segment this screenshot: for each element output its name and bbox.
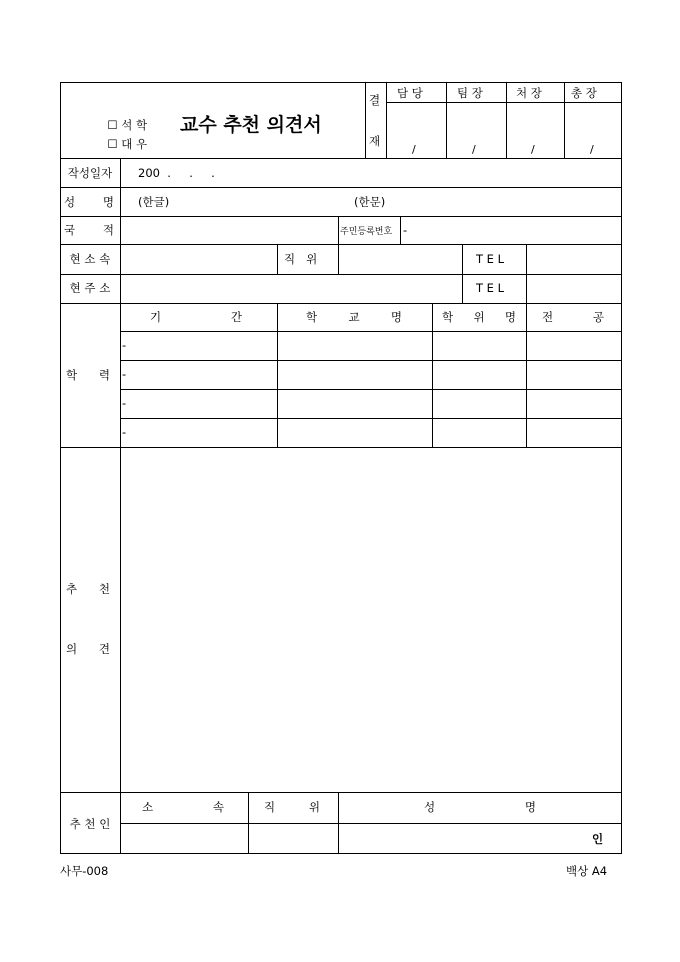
checkbox-invited[interactable]: [100, 123, 147, 151]
opinion-label-line2: 의 견: [66, 642, 110, 656]
approval-role: 팀 장: [457, 86, 483, 100]
tel-label: T E L: [476, 281, 505, 295]
recommender-name-field[interactable]: [342, 831, 572, 845]
tel-field[interactable]: [530, 252, 618, 266]
degree-field[interactable]: [436, 425, 522, 439]
column-header-degree: 학 위 명: [442, 310, 516, 324]
address-field[interactable]: [124, 281, 458, 295]
checkbox-label: 대 우: [121, 137, 148, 151]
period-field[interactable]: -: [122, 396, 127, 410]
column-header-period: 기 간: [150, 310, 242, 324]
school-field[interactable]: [281, 396, 429, 410]
date-field[interactable]: 200 . . .: [138, 166, 215, 180]
tel-field[interactable]: [530, 281, 618, 295]
approval-role: 담 당: [397, 86, 423, 100]
nationality-field[interactable]: [124, 223, 334, 237]
paper-spec: 백상 A4: [566, 864, 608, 878]
approval-date-slash[interactable]: /: [472, 143, 476, 156]
name-hanja-field[interactable]: (한문): [354, 195, 386, 209]
period-field[interactable]: -: [122, 338, 127, 352]
period-field[interactable]: -: [122, 425, 127, 439]
recommender-label: 추 천 인: [69, 817, 111, 831]
approval-role: 처 장: [516, 86, 542, 100]
affiliation-label: 현 소 속: [69, 252, 111, 266]
position-label: 직 위: [284, 252, 318, 266]
recommender-affiliation-field[interactable]: [124, 831, 244, 845]
approval-label-top: 결: [369, 93, 381, 107]
form-code: 사무-008: [60, 864, 109, 878]
column-header-position: 직 위: [264, 800, 320, 814]
approval-date-slash[interactable]: /: [590, 143, 594, 156]
recommender-position-field[interactable]: [252, 831, 334, 845]
approval-date-slash[interactable]: /: [412, 143, 416, 156]
opinion-textarea[interactable]: [124, 452, 618, 788]
name-label: 성 명: [64, 195, 114, 209]
approval-role: 총 장: [571, 86, 597, 100]
position-field[interactable]: [342, 252, 458, 266]
column-header-school: 학 교 명: [306, 310, 402, 324]
address-label: 현 주 소: [69, 281, 111, 295]
checkbox-square-icon: ☐: [107, 118, 118, 132]
date-label: 작성일자: [67, 166, 113, 180]
name-korean-field[interactable]: (한글): [138, 195, 170, 209]
tel-label: T E L: [476, 252, 505, 266]
major-field[interactable]: [530, 425, 618, 439]
nationality-label: 국 적: [64, 223, 114, 237]
affiliation-field[interactable]: [124, 252, 274, 266]
major-field[interactable]: [530, 338, 618, 352]
checkbox-square-icon: ☐: [107, 137, 118, 151]
column-header-major: 전 공: [542, 310, 604, 324]
checkbox-label: 석 학: [121, 118, 148, 132]
resident-id-field[interactable]: -: [403, 223, 408, 237]
period-field[interactable]: -: [122, 367, 127, 381]
major-field[interactable]: [530, 396, 618, 410]
degree-field[interactable]: [436, 338, 522, 352]
school-field[interactable]: [281, 367, 429, 381]
resident-id-label: 주민등록번호: [340, 227, 393, 237]
opinion-label-line1: 추 천: [66, 582, 110, 596]
column-header-affiliation: 소 속: [142, 800, 224, 814]
major-field[interactable]: [530, 367, 618, 381]
education-label: 학 력: [66, 368, 110, 382]
seal-mark: 인: [592, 832, 604, 846]
degree-field[interactable]: [436, 367, 522, 381]
form-title: 교수 추천 의견서: [180, 114, 322, 136]
approval-label-bottom: 재: [369, 134, 381, 148]
school-field[interactable]: [281, 338, 429, 352]
column-header-name: 성 명: [424, 800, 536, 814]
degree-field[interactable]: [436, 396, 522, 410]
approval-date-slash[interactable]: /: [531, 143, 535, 156]
school-field[interactable]: [281, 425, 429, 439]
